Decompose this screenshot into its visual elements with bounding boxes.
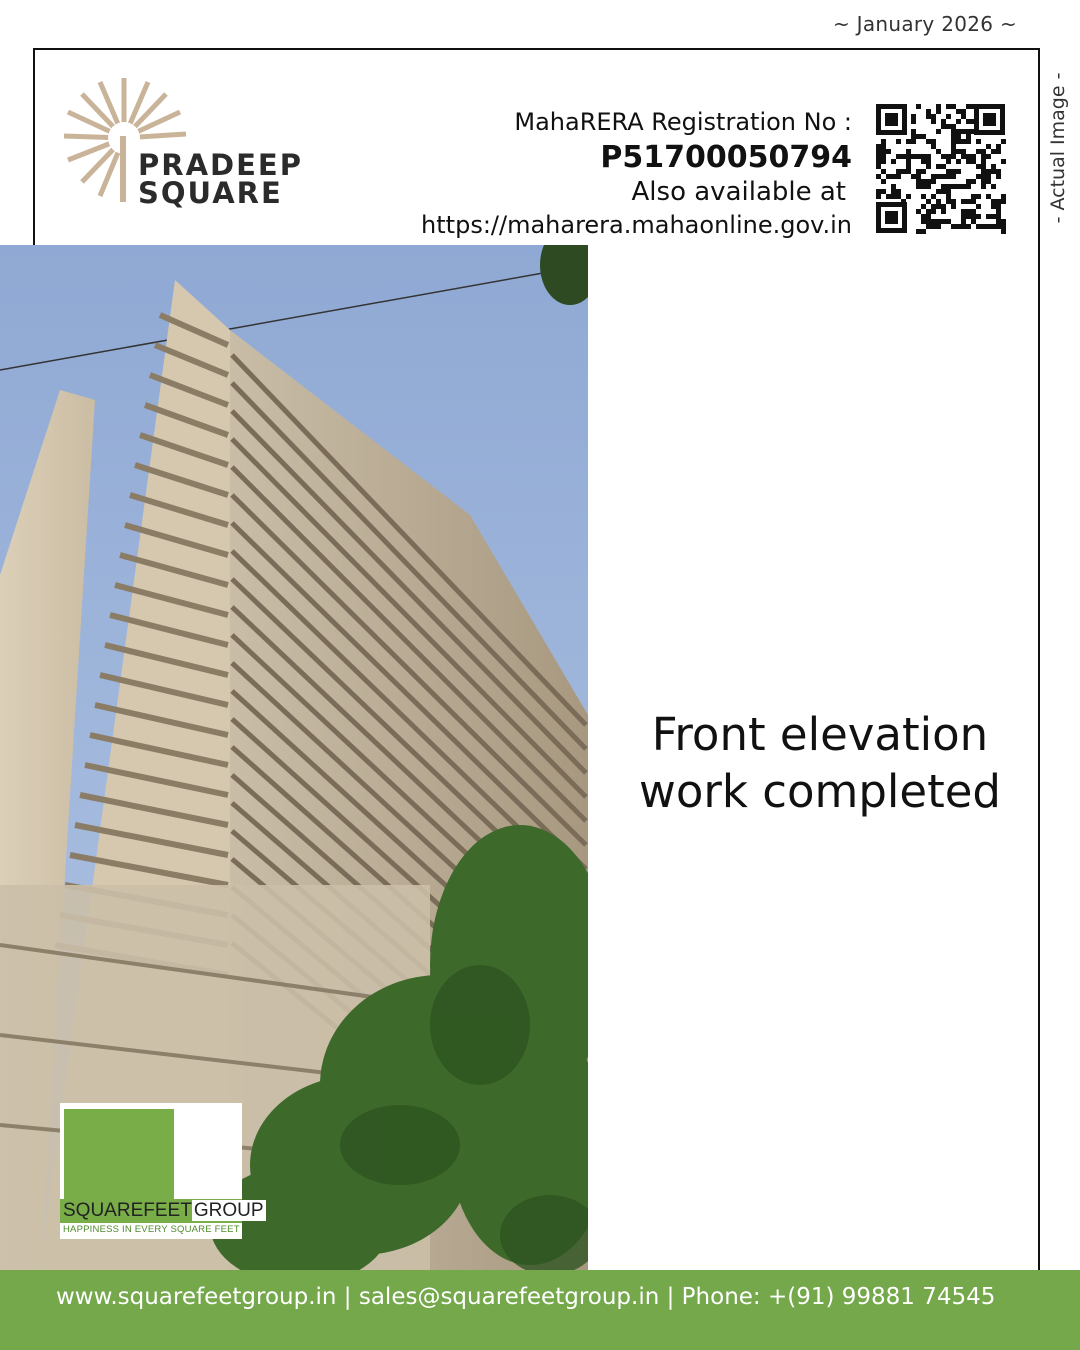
logo-white-block xyxy=(174,1109,236,1201)
headline xyxy=(600,706,1040,820)
rera-block xyxy=(380,104,852,242)
headline-line1: Front elevation xyxy=(651,708,989,761)
rera-label: MahaRERA Registration No : xyxy=(514,108,852,136)
date-label: ~ January 2026 ~ xyxy=(832,12,1018,36)
footer-contact[interactable]: www.squarefeetgroup.in | sales@squarefeetgroup.in | Phone: +(91) 99881 74545 xyxy=(56,1284,996,1310)
headline-line2: work completed xyxy=(639,765,1001,818)
group-tagline: HAPPINESS IN EVERY SQUARE FEET xyxy=(60,1223,242,1237)
qr-code-icon[interactable] xyxy=(874,102,1007,235)
frame-border-top xyxy=(33,48,1040,50)
rera-number: P51700050794 xyxy=(600,140,852,175)
squarefeet-group-logo xyxy=(60,1103,264,1239)
pradeep-square-logo xyxy=(62,76,322,216)
brand-line1: PRADEEP xyxy=(138,148,303,182)
rera-also: Also available at xyxy=(631,177,846,207)
group-name-a: SQUAREFEET xyxy=(63,1200,192,1221)
frame-border-right xyxy=(1038,48,1040,1270)
actual-image-note xyxy=(1045,60,1071,235)
brand-line2: SQUARE xyxy=(138,176,283,210)
actual-image-text: - Actual Image - xyxy=(1047,72,1069,223)
logo-square xyxy=(64,1109,174,1201)
footer-bar xyxy=(0,1270,1080,1350)
group-name xyxy=(60,1199,264,1223)
rera-url[interactable]: https://maharera.mahaonline.gov.in xyxy=(421,211,852,239)
group-name-b: GROUP xyxy=(193,1200,264,1221)
